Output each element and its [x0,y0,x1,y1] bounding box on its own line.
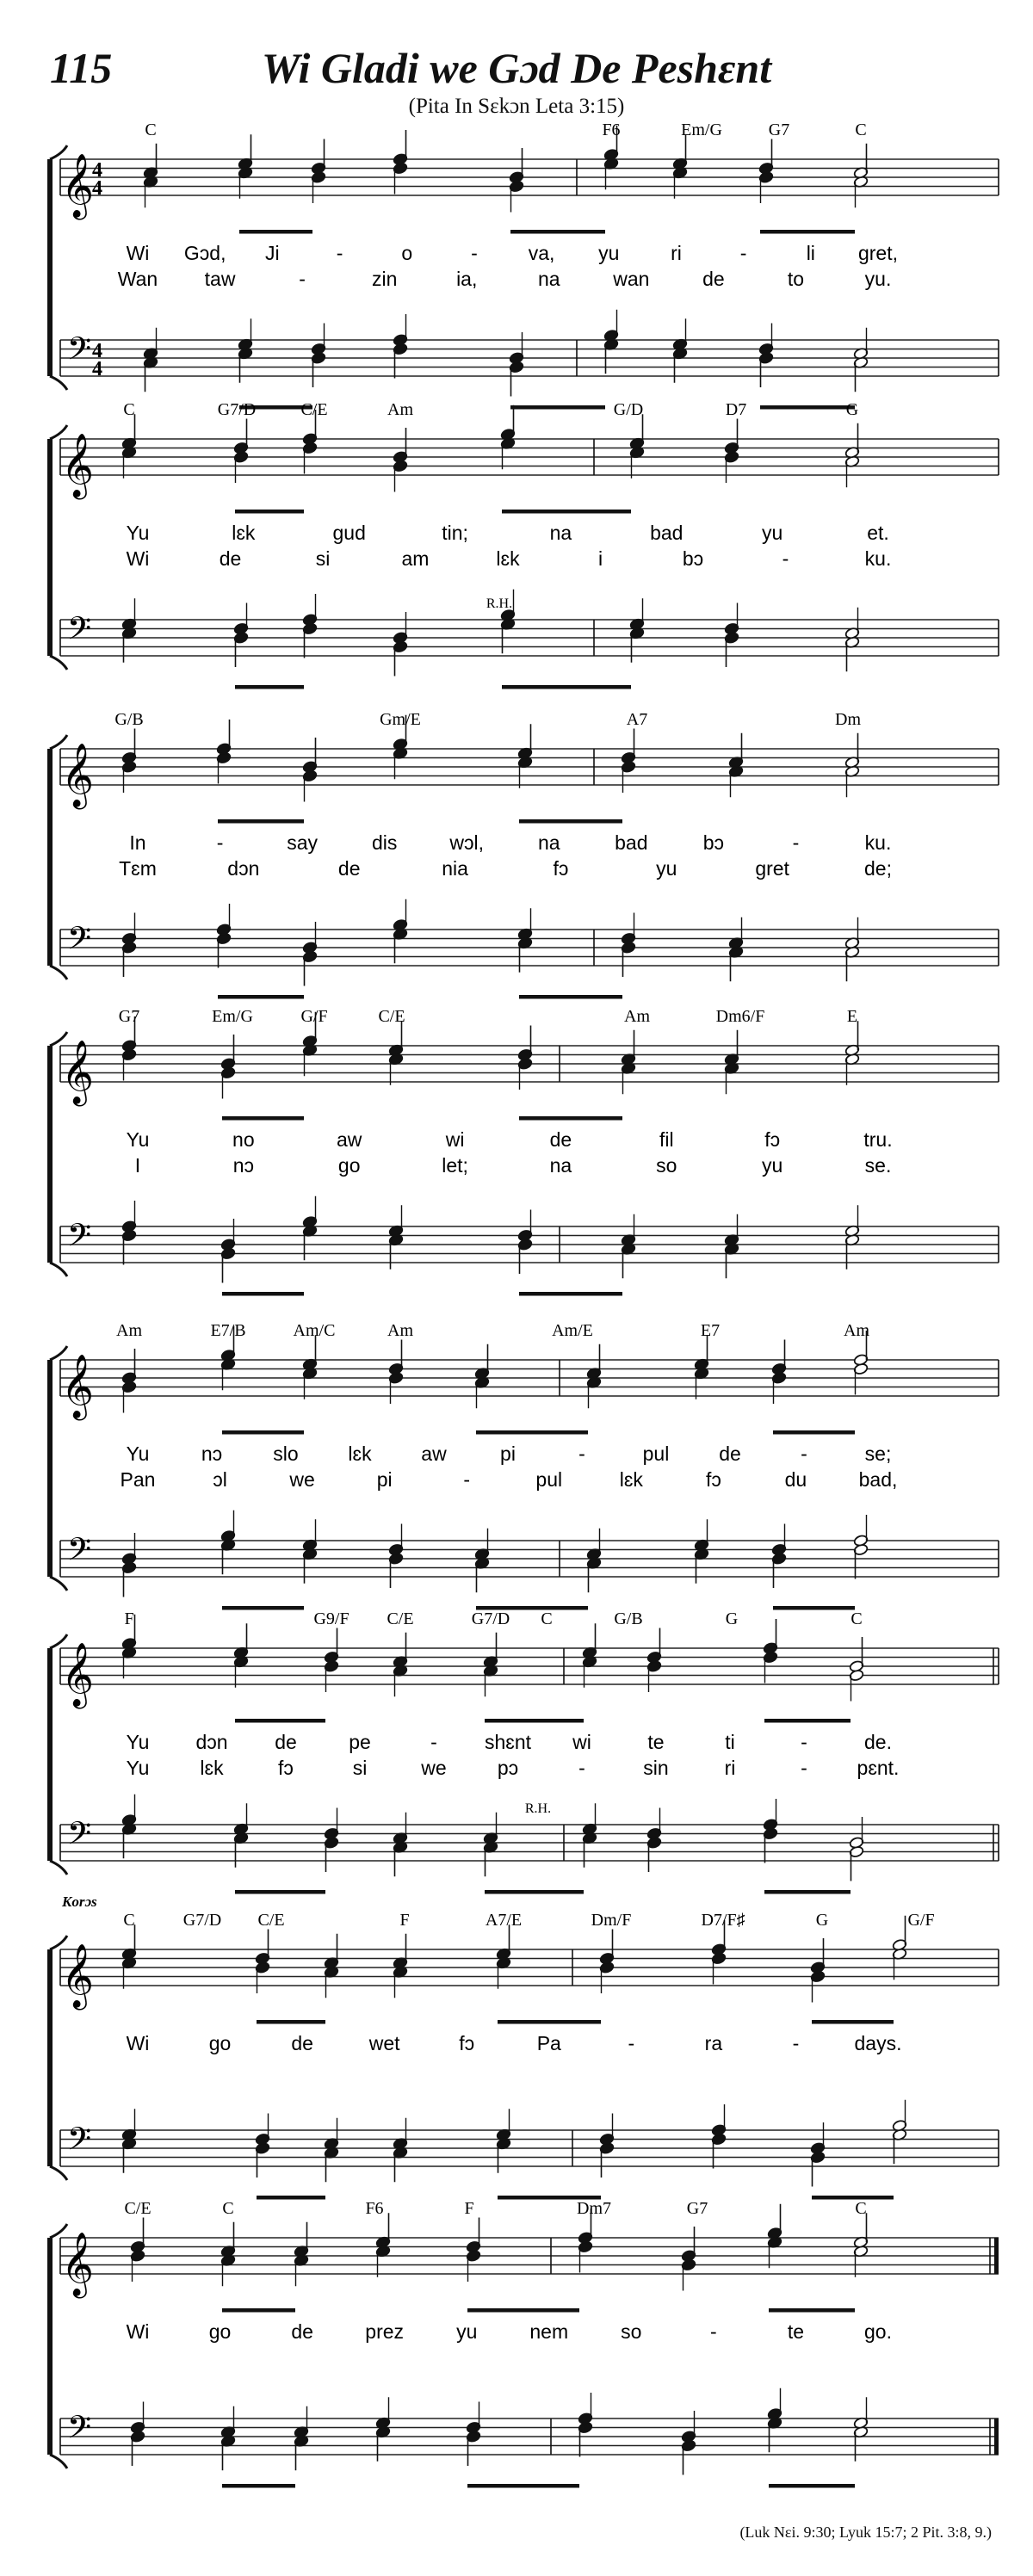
eighth-beam [773,1430,855,1435]
bracket-cap [50,966,67,979]
lyric-verse2: du [784,1468,807,1491]
time-signature-bottom: 4 [92,177,102,200]
lyric-verse1: prez [365,2320,405,2343]
treble-clef-icon: 𝄞 [61,1643,94,1707]
lyric-verse1: dɔn [195,1731,228,1753]
chord-symbol: C [541,1609,553,1628]
lyric-verse1: lɛk [232,522,256,544]
lyric-verse1: go [208,2320,232,2343]
lyric-verse2: to [787,268,805,290]
chord-symbol: F6 [365,2199,384,2218]
lyric-verse1: - [216,831,224,854]
lyric-verse2: de [337,857,361,880]
eighth-beam [222,1606,304,1610]
lyric-verse1: Yu [126,1128,150,1151]
bracket-cap [50,1577,67,1591]
eighth-beam [257,2020,325,2024]
chord-symbol: Dm [835,710,861,729]
chord-symbol: D7 [725,400,747,419]
lyric-verse1: go [208,2032,232,2054]
lyric-verse1: fɔ [459,2032,475,2054]
lyric-verse2: - [299,268,306,290]
lyric-verse2: go [337,1154,361,1177]
chord-symbol: G7 [118,1007,140,1026]
chord-symbol: F6 [602,120,621,139]
chord-symbol: E7 [700,1321,721,1340]
final-barline-thick [994,2418,999,2455]
bracket-cap [50,2166,67,2180]
lyric-verse2: we [289,1468,315,1491]
lyric-verse1: yu [456,2320,478,2343]
chord-symbol: C [145,120,157,139]
chord-symbol: A7/E [485,1911,523,1930]
chord-symbol: Em/G [212,1007,253,1026]
eighth-beam [519,1292,622,1296]
eighth-beam [222,1292,304,1296]
chord-symbol: Dm6/F [715,1007,765,1026]
lyric-verse2: pul [535,1468,563,1491]
lyric-verse2: lɛk [200,1757,224,1779]
lyric-verse2: yu [761,1154,783,1177]
eighth-beam [519,819,622,824]
chord-symbol: F [399,1911,410,1930]
lyric-verse2: Tɛm [119,857,157,880]
chord-symbol: Am [844,1321,869,1340]
lyric-verse2: de; [864,857,892,880]
lyric-verse1: de [291,2320,313,2343]
chord-symbol: Dm7 [577,2199,611,2218]
lyric-verse2: let; [442,1154,468,1177]
lyric-verse1: Ji [265,242,280,264]
lyric-verse2: na [537,268,560,290]
chord-symbol: C [222,2199,234,2218]
lyric-verse1: - [471,242,478,264]
lyric-verse1: wet [368,2032,400,2054]
eighth-beam [760,405,855,410]
bass-clef-icon: 𝄢 [66,1815,92,1860]
eighth-beam [769,2308,855,2313]
lyric-verse2: fɔ [278,1757,294,1779]
bass-clef-icon: 𝄢 [66,1531,92,1576]
chord-symbol: C/E [300,400,328,419]
chord-symbol: G/F [907,1911,935,1930]
bracket-cap [50,376,67,390]
lyric-verse1: se; [864,1442,892,1465]
lyric-verse1: aw [421,1442,447,1465]
chord-symbol: G [815,1911,829,1930]
chord-symbol: Am [116,1321,142,1340]
eighth-beam [239,230,312,234]
lyric-verse2: de [219,547,242,570]
lyric-verse2: de [702,268,725,290]
hymn-number: 115 [50,44,113,92]
footnote-references: (Luk Nɛi. 9:30; Lyuk 15:7; 2 Pit. 3:8, 9.) [739,2523,992,2541]
chord-symbol: G9/F [313,1609,349,1628]
lyric-verse1: te [647,1731,665,1753]
lyric-verse2: - [578,1757,585,1779]
eighth-beam [235,1890,325,1894]
lyric-verse1: fil [659,1128,674,1151]
lyric-verse1: ku. [864,831,892,854]
chord-symbol: C/E [387,1609,414,1628]
lyric-verse2: I [134,1154,141,1177]
lyric-verse1: va, [528,242,555,264]
lyric-verse1: gret, [857,242,899,264]
chord-symbol: G/B [614,1609,643,1628]
lyric-verse1: yu [761,522,783,544]
lyric-verse1: - [430,1731,437,1753]
eighth-beam [764,1890,851,1894]
chord-symbol: C [855,2199,867,2218]
eighth-beam [218,819,304,824]
hymn-title: Wi Gladi we Gɔd De Peshɛnt [261,44,772,92]
lyric-verse1: - [792,831,800,854]
eighth-beam [510,230,605,234]
lyric-verse2: so [656,1154,677,1177]
lyric-verse2: fɔ [553,857,569,880]
lyric-verse1: dis [371,831,398,854]
lyric-verse1: yu [598,242,620,264]
treble-clef-icon: 𝄞 [61,1041,94,1104]
lyric-verse1: de [291,2032,313,2054]
lyric-verse2: si [315,547,331,570]
eighth-beam [519,1116,622,1121]
lyric-verse1: Wi [126,242,150,264]
eighth-beam [773,1606,855,1610]
eighth-beam [502,685,631,689]
lyric-verse1: no [232,1128,255,1151]
lyric-verse1: Pa [536,2032,561,2054]
time-signature-top: 4 [92,159,102,182]
chord-symbol: E7/B [210,1321,246,1340]
eighth-beam [812,2196,894,2200]
eighth-beam [502,510,631,514]
bracket-cap [50,2455,67,2468]
lyric-verse1: so [621,2320,642,2343]
lyric-verse1: - [739,242,747,264]
lyric-verse2: se. [864,1154,892,1177]
bracket-cap [50,656,67,670]
chord-symbol: G7 [686,2199,708,2218]
chord-symbol: C/E [378,1007,405,1026]
eighth-beam [222,2484,295,2488]
eighth-beam [764,1719,851,1723]
lyric-verse1: na [549,522,572,544]
lyric-verse1: na [537,831,560,854]
eighth-beam [498,2020,601,2024]
lyric-verse2: dɔn [227,857,260,880]
lyric-verse1: - [628,2032,635,2054]
lyric-verse1: Gɔd, [183,242,226,264]
chord-symbol: G7/D [182,1911,222,1930]
lyric-verse1: te [787,2320,805,2343]
lyric-verse1: Yu [126,522,150,544]
lyric-verse1: - [801,1731,807,1753]
lyric-verse1: - [578,1442,585,1465]
lyric-verse2: i [597,547,603,570]
treble-clef-icon: 𝄞 [61,154,94,218]
bracket-cap [50,1861,67,1875]
lyric-verse1: et. [867,522,889,544]
lyric-verse2: nia [442,857,468,880]
lyric-verse1: Wi [126,2032,150,2054]
lyric-verse1: bad [650,522,684,544]
chord-symbol: G/F [300,1007,328,1026]
chord-symbol: E [846,1007,858,1026]
chord-symbol: Gm/E [380,710,421,729]
chord-symbol: A7 [626,710,648,729]
lyric-verse1: - [801,1442,807,1465]
lyric-verse1: Yu [126,1442,150,1465]
eighth-beam [467,2484,579,2488]
lyric-verse2: Wan [117,268,158,290]
lyric-verse2: - [801,1757,807,1779]
eighth-beam [257,2196,325,2200]
lyric-verse1: shɛnt [484,1731,532,1753]
lyric-verse1: de [549,1128,572,1151]
scripture-reference: (Pita In Sɛkɔn Leta 3:15) [408,95,625,118]
lyric-verse2: wan [613,268,650,290]
bass-clef-icon: 𝄢 [66,2409,92,2454]
lyric-verse2: bɔ [682,547,704,570]
lyric-verse2: zin [371,268,398,290]
lyric-verse1: pi [500,1442,516,1465]
lyric-verse1: pul [642,1442,670,1465]
bass-clef-icon: 𝄢 [66,2121,92,2165]
treble-clef-icon: 𝄞 [61,434,94,497]
chord-symbol: Am [387,1321,413,1340]
eighth-beam [222,1430,304,1435]
chord-symbol: C [855,120,867,139]
chord-symbol: C/E [124,2199,152,2218]
lyric-verse1: lɛk [348,1442,372,1465]
chord-symbol: C [123,400,135,419]
bracket-cap [50,1263,67,1276]
chord-symbol: Em/G [681,120,722,139]
treble-clef-icon: 𝄞 [61,744,94,807]
lyric-verse2: yu. [864,268,892,290]
lyric-verse2: ri [724,1757,736,1779]
lyric-verse2: yu [656,857,677,880]
chorus-label: Korɔs [62,1893,97,1910]
lyric-verse1: wɔl, [449,831,485,854]
lyric-verse1: tru. [863,1128,893,1151]
lyric-verse2: pɔ [497,1757,519,1779]
lyric-verse2: we [421,1757,447,1779]
final-barline-thick [994,2238,999,2274]
lyric-verse1: fɔ [764,1128,781,1151]
lyric-verse2: si [352,1757,368,1779]
eighth-beam [812,2020,894,2024]
lyric-verse2: Wi [126,547,150,570]
chord-symbol: F [464,2199,474,2218]
lyric-verse2: - [782,547,789,570]
chord-symbol: G7 [768,120,790,139]
lyric-verse1: tin; [442,522,468,544]
lyric-verse2: ɔl [213,1468,227,1491]
right-hand-marking: R.H. [486,596,513,611]
eighth-beam [485,1719,584,1723]
chord-symbol: G7/D [471,1609,510,1628]
chord-symbol: G/D [613,400,644,419]
lyric-verse2: ku. [864,547,892,570]
chord-symbol: G/B [114,710,144,729]
lyric-verse2: bad, [858,1468,898,1491]
lyric-verse1: de [275,1731,297,1753]
lyric-verse2: taw [204,268,236,290]
lyric-verse1: gud [332,522,366,544]
bass-clef-icon: 𝄢 [66,920,92,965]
eighth-beam [222,2308,295,2313]
eighth-beam [235,1719,325,1723]
lyric-verse2: lɛk [619,1468,643,1491]
bass-clef-icon: 𝄢 [66,1217,92,1262]
chord-symbol: C [123,1911,135,1930]
lyric-verse1: o [401,242,413,264]
lyric-verse1: days. [854,2032,902,2054]
bass-clef-icon: 𝄢 [66,330,92,375]
lyric-verse2: lɛk [496,547,520,570]
chord-symbol: G [845,400,859,419]
lyric-verse1: Yu [126,1731,150,1753]
lyric-verse2: gret [755,857,789,880]
chord-symbol: Am/E [552,1321,593,1340]
lyric-verse2: Pan [120,1468,156,1491]
lyric-verse1: nɔ [201,1442,223,1465]
lyric-verse2: pi [376,1468,393,1491]
lyric-verse1: - [792,2032,800,2054]
lyric-verse1: aw [337,1128,362,1151]
bass-clef-icon: 𝄢 [66,610,92,655]
time-signature-bottom: 4 [92,358,102,380]
lyric-verse1: nem [529,2320,569,2343]
lyric-verse2: sin [643,1757,669,1779]
lyric-verse2: Yu [126,1757,150,1779]
lyric-verse1: In [129,831,146,854]
time-signature-top: 4 [92,340,102,362]
eighth-beam [235,685,304,689]
lyric-verse2: ia, [456,268,478,290]
lyric-verse1: ti [725,1731,735,1753]
chord-symbol: Dm/F [591,1911,632,1930]
lyric-verse1: de [719,1442,741,1465]
treble-clef-icon: 𝄞 [61,2233,94,2296]
lyric-verse2: fɔ [705,1468,721,1491]
eighth-beam [235,510,304,514]
chord-symbol: Am [387,400,413,419]
lyric-verse1: bad [615,831,648,854]
eighth-beam [769,2484,855,2488]
lyric-verse2: pɛnt. [857,1757,900,1779]
eighth-beam [222,1116,304,1121]
lyric-verse1: pe [349,1731,371,1753]
chord-symbol: C [851,1609,863,1628]
eighth-beam [760,230,855,234]
eighth-beam [519,995,622,999]
eighth-beam [218,995,304,999]
chord-symbol: Am [624,1007,650,1026]
lyric-verse1: Wi [126,2320,150,2343]
chord-symbol: G7/D [217,400,257,419]
lyric-verse1: - [710,2320,717,2343]
chord-symbol: Am/C [293,1321,336,1340]
chord-symbol: D7/F♯ [701,1911,745,1930]
lyric-verse1: go. [864,2320,892,2343]
treble-clef-icon: 𝄞 [61,1355,94,1418]
chord-symbol: C/E [257,1911,285,1930]
eighth-beam [510,405,605,410]
chord-symbol: G [725,1609,739,1628]
lyric-verse1: - [336,242,343,264]
chord-symbol: F [124,1609,134,1628]
right-hand-marking: R.H. [524,1801,552,1816]
lyric-verse1: wi [445,1128,465,1151]
lyric-verse2: na [549,1154,572,1177]
lyric-verse2: - [463,1468,471,1491]
eighth-beam [485,1890,584,1894]
lyric-verse1: say [287,831,319,854]
lyric-verse1: ra [704,2032,723,2054]
lyric-verse2: nɔ [232,1154,255,1177]
lyric-verse2: am [401,547,430,570]
eighth-beam [476,1430,588,1435]
eighth-beam [467,2308,579,2313]
lyric-verse1: wi [572,1731,591,1753]
lyric-verse1: slo [273,1442,299,1465]
treble-clef-icon: 𝄞 [61,1944,94,2008]
lyric-verse1: li [806,242,815,264]
lyric-verse1: de. [864,1731,892,1753]
lyric-verse1: ri [671,242,682,264]
lyric-verse1: bɔ [702,831,725,854]
